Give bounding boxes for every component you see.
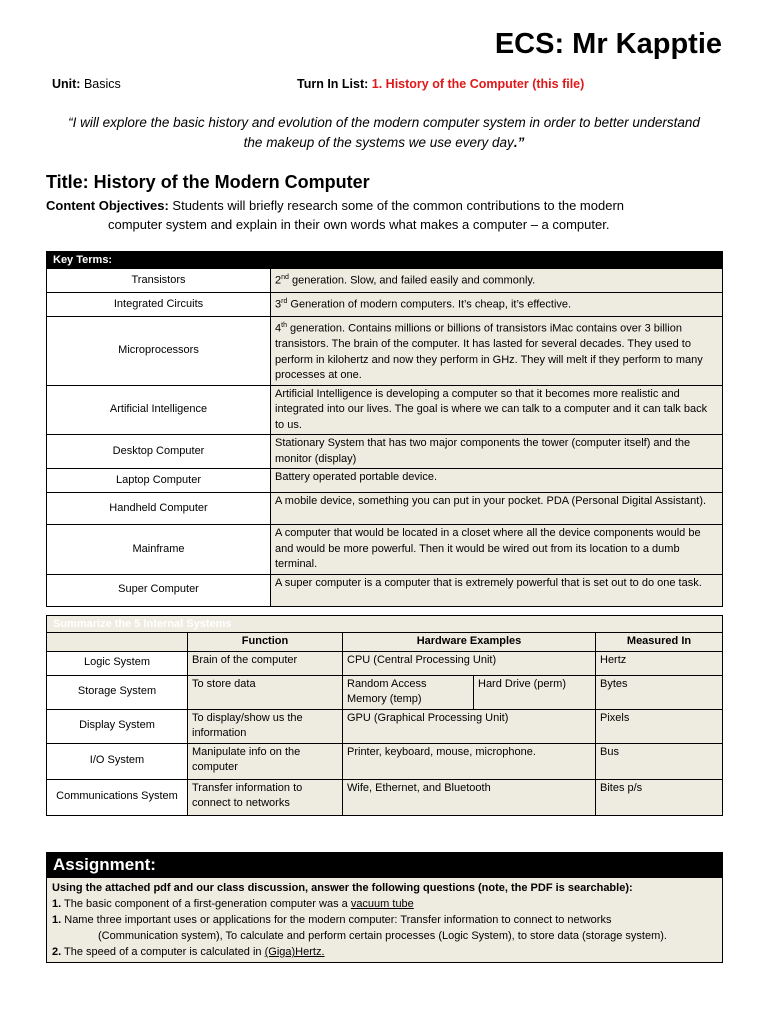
table-row <box>47 293 723 317</box>
measured-header: Measured In <box>596 633 723 652</box>
assignment-header: Assignment: <box>47 853 723 878</box>
hardware-cell-2: Hard Drive (perm) <box>474 675 596 709</box>
measured-cell: Hertz <box>596 651 723 675</box>
key-terms-header: Key Terms: <box>47 252 723 269</box>
term-cell: Super Computer <box>47 574 271 606</box>
system-name: Logic System <box>47 651 188 675</box>
assignment-intro: Using the attached pdf and our class discussion, answer the following questions (note, the PDF is searchable): <box>52 882 633 894</box>
definition-cell: Artificial Intelligence is developing a computer so that it becomes more realistic and integrated into our lives. The goal is where we can talk to a computer and it can talk back to us. <box>271 385 723 435</box>
term-cell: Artificial Intelligence <box>47 385 271 435</box>
table-row <box>47 574 723 606</box>
hardware-cell: Wife, Ethernet, and Bluetooth <box>343 779 596 815</box>
hardware-cell: Printer, keyboard, mouse, microphone. <box>343 743 596 779</box>
measured-cell: Bus <box>596 743 723 779</box>
table-row <box>47 469 723 493</box>
question-1b: 1. Name three important uses or applications for the modern computer: Transfer information to connect to networks (Communication system), To calculate and perform certain processes (Logic System), to store data (storage system). <box>52 912 717 944</box>
table-row <box>47 385 723 435</box>
definition-cell: 2nd generation. Slow, and failed easily and commonly. <box>271 269 723 293</box>
unit-line <box>52 77 121 91</box>
turn-in-label: Turn In List: <box>297 77 369 91</box>
objective-quote <box>50 113 718 153</box>
function-cell: To display/show us the information <box>188 709 343 743</box>
answer-2: (Giga)Hertz. <box>264 946 325 958</box>
assignment-table <box>46 852 723 963</box>
definition-cell: 4th generation. Contains millions or billions of transistors iMac contains over 3 billion transistors. The brain of the computer. It has lasted for several decades. They used to perform in kilohertz and now they perform in GHz. They will melt if they perform to many processes at one. <box>271 317 723 386</box>
table-row <box>47 269 723 293</box>
system-name: Communications System <box>47 779 188 815</box>
turn-in-line <box>297 77 584 91</box>
unit-value: Basics <box>83 77 121 91</box>
term-cell: Laptop Computer <box>47 469 271 493</box>
quote-line-2-end: .” <box>513 135 525 150</box>
function-cell: Manipulate info on the computer <box>188 743 343 779</box>
internal-systems-table <box>46 615 723 816</box>
system-name: Storage System <box>47 675 188 709</box>
measured-cell: Bites p/s <box>596 779 723 815</box>
question-2: 2. The speed of a computer is calculated in (Giga)Hertz. <box>52 946 325 958</box>
term-cell: Mainframe <box>47 525 271 575</box>
quote-line-2: the makeup of the systems we use every day <box>243 135 514 150</box>
table-row <box>47 675 723 709</box>
objectives-line-1: Students will briefly research some of the common contributions to the modern <box>168 198 625 213</box>
question-1: 1. The basic component of a first-generation computer was a vacuum tube <box>52 898 414 910</box>
turn-in-value: 1. History of the Computer (this file) <box>371 77 585 91</box>
table-row <box>47 317 723 386</box>
definition-cell: A mobile device, something you can put in your pocket. PDA (Personal Digital Assistant). <box>271 493 723 525</box>
table-row <box>47 779 723 815</box>
content-objectives <box>46 196 722 234</box>
table-row <box>47 709 723 743</box>
measured-cell: Pixels <box>596 709 723 743</box>
quote-line-1: “I will explore the basic history and evolution of the modern computer system in order to better understand <box>68 115 700 130</box>
question-1b-continued: (Communication system), To calculate and perform certain processes (Logic System), to store data (storage system). <box>98 930 667 942</box>
definition-cell: A super computer is a computer that is extremely powerful that is set out to do one task. <box>271 574 723 606</box>
key-terms-table <box>46 251 723 607</box>
page-title: ECS: Mr Kapptie <box>494 28 722 60</box>
system-name: I/O System <box>47 743 188 779</box>
function-header: Function <box>188 633 343 652</box>
table-row <box>47 525 723 575</box>
hardware-cell: Random Access Memory (temp) <box>343 675 474 709</box>
system-name: Display System <box>47 709 188 743</box>
table-row <box>47 743 723 779</box>
hardware-cell: GPU (Graphical Processing Unit) <box>343 709 596 743</box>
term-cell: Microprocessors <box>47 317 271 386</box>
function-cell: Transfer information to connect to networks <box>188 779 343 815</box>
measured-cell: Bytes <box>596 675 723 709</box>
table-row <box>47 493 723 525</box>
quote-line-2-wrap <box>50 133 718 153</box>
term-cell: Transistors <box>47 269 271 293</box>
definition-cell: Battery operated portable device. <box>271 469 723 493</box>
definition-cell: Stationary System that has two major components the tower (computer itself) and the monitor (display) <box>271 435 723 469</box>
table-row <box>47 651 723 675</box>
definition-cell: 3rd Generation of modern computers. It’s cheap, it’s effective. <box>271 293 723 317</box>
systems-column-headers <box>47 633 723 652</box>
unit-label: Unit: <box>52 77 81 91</box>
function-cell: To store data <box>188 675 343 709</box>
hardware-cell: CPU (Central Processing Unit) <box>343 651 596 675</box>
objectives-line-2: computer system and explain in their own words what makes a computer – a computer. <box>108 217 610 232</box>
definition-cell: A computer that would be located in a closet where all the device components would be and would be more powerful. Then it would be wired out from its location to a dumb terminal. <box>271 525 723 575</box>
answer-1: vacuum tube <box>350 898 414 910</box>
term-cell: Integrated Circuits <box>47 293 271 317</box>
systems-header: Summarize the 5 Internal Systems <box>47 616 723 633</box>
objectives-label: Content Objectives: <box>46 198 169 213</box>
term-cell: Handheld Computer <box>47 493 271 525</box>
hardware-header: Hardware Examples <box>343 633 596 652</box>
assignment-body <box>47 878 723 963</box>
term-cell: Desktop Computer <box>47 435 271 469</box>
table-row <box>47 435 723 469</box>
lesson-title: Title: History of the Modern Computer <box>46 172 370 192</box>
function-cell: Brain of the computer <box>188 651 343 675</box>
blank-header <box>47 633 188 652</box>
